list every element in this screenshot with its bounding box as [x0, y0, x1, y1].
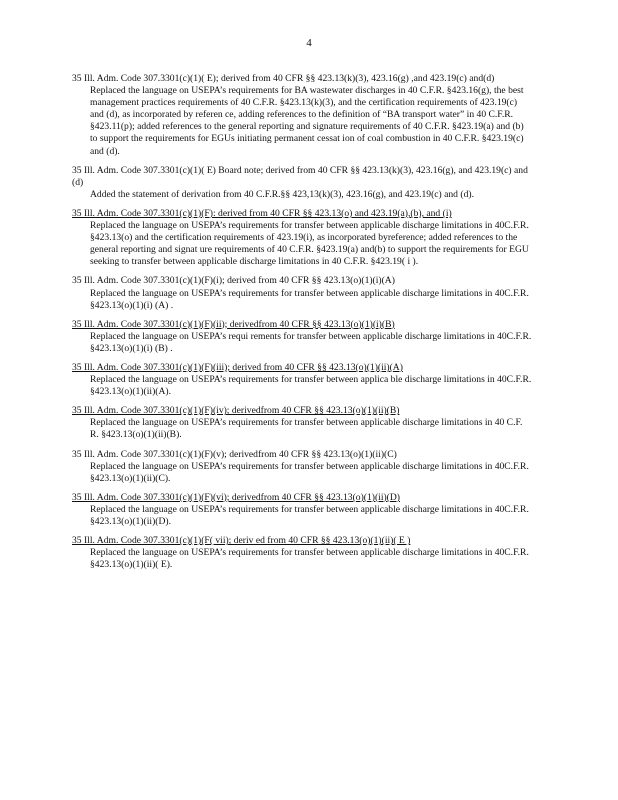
page-number: 4 — [306, 37, 312, 49]
entry-heading: 35 Ill. Adm. Code 307.3301(c)(1)( E); derived from 40 CFR §§ 423.13(k)(3), 423.16(g) ,and 423.19(c) and(d) — [72, 73, 495, 84]
derivation-entry — [72, 275, 532, 311]
entry-description: Replaced the language on USEPA’s requirements for BA wastewater discharges in 40 C.F.R. §423.16(g), the best management practices requirements of 40 C.F.R. §423.13(k)(3), and the certification requirements of 423.19(c) and (d), as incorporated by referen ce, adding references to the definition of “BA transport water” in 40 C.F.R. §423.11(p); added references to the general reporting and signature requirements of 40 C.F.R. §423.19(a) and (b) to support the requirements for EGUs initiating permanent cessat ion of coal combustion in 40 C.F.R. §423.19(c) and (d). — [90, 85, 527, 157]
derivation-entry — [72, 535, 532, 571]
derivation-entry — [72, 208, 532, 268]
derivation-entry — [72, 362, 532, 398]
derivation-entry — [72, 165, 532, 201]
derivation-entry — [72, 449, 532, 485]
entry-heading: 35 Ill. Adm. Code 307.3301(c)(1)(F)(v); derivedfrom 40 CFR §§ 423.13(o)(1)(ii)(C) — [72, 448, 397, 460]
entry-heading: 35 Ill. Adm. Code 307.3301(c)(1)(F)(ii); derivedfrom 40 CFR §§ 423.13(o)(1)(i)(B) — [72, 318, 395, 330]
entry-description: Added the statement of derivation from 40 C.F.R.§§ 423,13(k)(3), 423.16(g), and 423.19(c) and (d). — [90, 188, 474, 200]
entry-description: Replaced the language on USEPA’s requirements for transfer between applicable discharge limitations in 40C.F.R. §423.13(o)(1)(ii)(C). — [90, 460, 532, 484]
entry-heading: 35 Ill. Adm. Code 307.3301(c)(1)(F)(vi); derivedfrom 40 CFR §§ 423.13(o)(1)(ii)(D) — [72, 491, 400, 503]
derivation-entry — [72, 492, 532, 528]
entry-description: Replaced the language on USEPA’s requirements for transfer between applicable discharge limitations in 40C.F.R. §423.13(o)(1)(ii)(D). — [90, 503, 532, 527]
entry-heading: 35 Ill. Adm. Code 307.3301(c)(1)(F)(iv); derivedfrom 40 CFR §§ 423.13(o)(1)(ii)(B) — [72, 405, 400, 417]
entry-description: Replaced the language on USEPA’s requirements for transfer between applicable discharge limitations in 40C.F.R. §423.13(o)(1)(ii)( E). — [90, 547, 532, 571]
entry-heading: 35 Ill. Adm. Code 307.3301(c)(1)(F)(i); derived from 40 CFR §§ 423.13(o)(1)(i)(A) — [72, 275, 395, 287]
entry-description: Replaced the language on USEPA’s requirements for transfer between applicable discharge limitations in 40C.F.R. §423.13(o)(1)(i) (A) . — [90, 287, 532, 311]
entry-heading: 35 Ill. Adm. Code 307.3301(c)(1)(F)(iii); derived from 40 CFR §§ 423.13(o)(1)(ii)(A) — [72, 361, 403, 373]
derivation-entry — [72, 73, 532, 158]
entry-description: Replaced the language on USEPA’s requi rements for transfer between applicable discharge limitations in 40C.F.R. §423.13(o)(1)(i) (B) . — [90, 330, 534, 354]
derivation-entry — [72, 405, 532, 441]
entry-heading: 35 Ill. Adm. Code 307.3301(c)(1)(F( vii); deriv ed from 40 CFR §§ 423.13(o)(1)(ii)( E ) — [72, 535, 411, 547]
entry-heading: 35 Ill. Adm. Code 307.3301(c)(1)( E) Board note; derived from 40 CFR §§ 423.13(k)(3), 423.16(g), and 423.19(c) and (d) — [72, 164, 531, 188]
entry-description: Replaced the language on USEPA’s requirements for transfer between applicable discharge limitations in 40C.F.R. §423.13(o) and the certification requirements of 423.19(i), as incorporated byreference; added references to the general reporting and signat ure requirements of 40 C.F.R. §423.19(a) and(b) to support the requirements for EGU seeking to transfer between applicable discharge limitations in 40 C.F.R. §423.19( i ). — [90, 220, 532, 268]
derivation-list — [72, 73, 532, 578]
entry-description: Replaced the language on USEPA’s requirements for transfer between applicable discharge limitations in 40 C.F. R. §423.13(o)(1)(ii)(B). — [90, 417, 525, 441]
entry-heading: 35 Ill. Adm. Code 307.3301(c)(1)(F): derived from 40 CFR §§ 423.13(o) and 423.19(a),(b), and (i) — [72, 207, 452, 219]
derivation-entry — [72, 319, 532, 355]
entry-description: Replaced the language on USEPA’s requirements for transfer between applica ble discharge limitations in 40C.F.R. §423.13(o)(1)(ii)(A). — [90, 374, 534, 398]
